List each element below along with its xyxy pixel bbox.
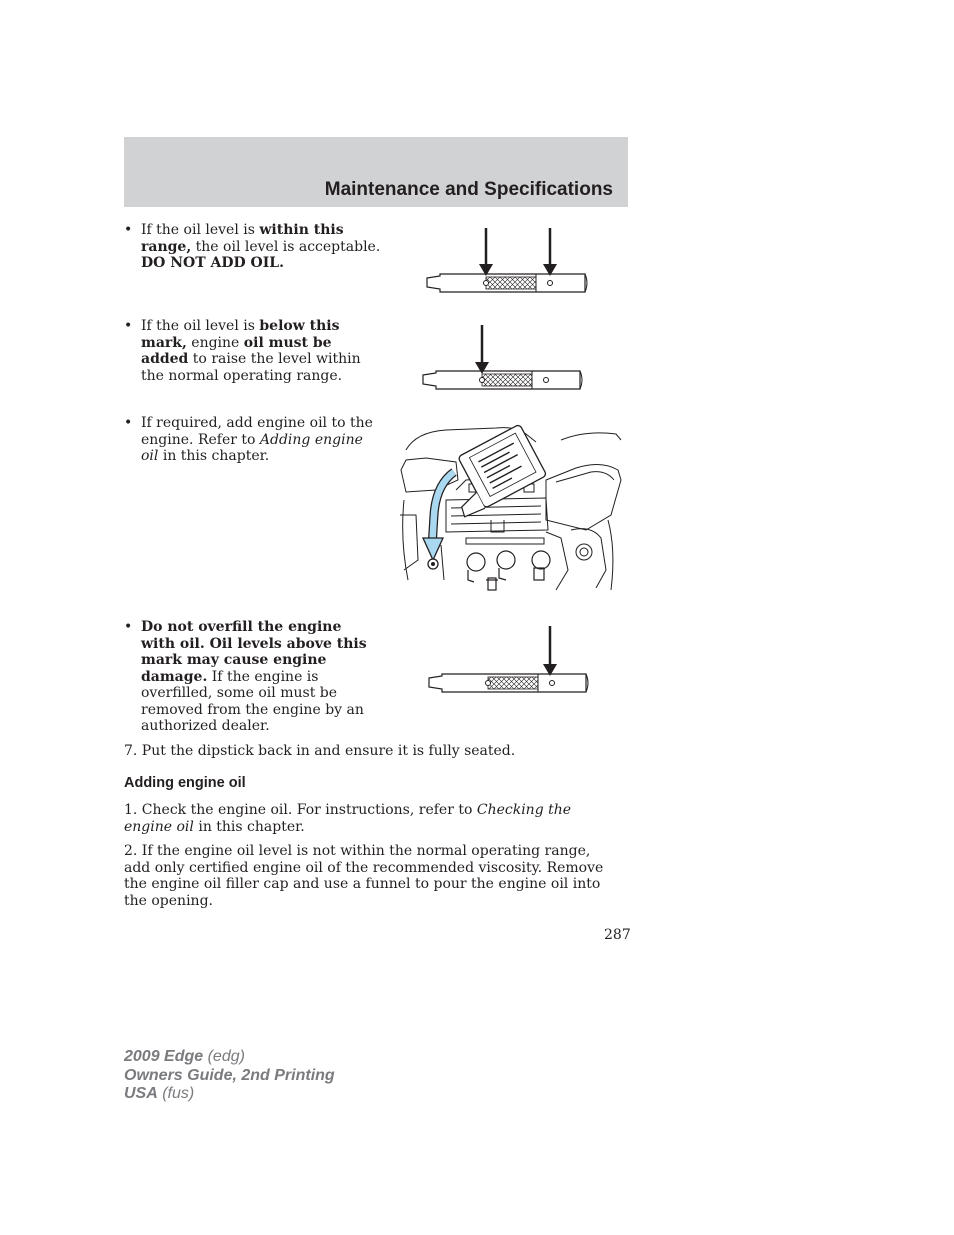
page-title: Maintenance and Specifications [324, 179, 613, 200]
bullet-oil-in-range: • If the oil level is within this range, the oil level is acceptable. DO NOT ADD OIL. [124, 222, 381, 271]
section-step-2: 2. If the engine oil level is not within the normal operating range, add only certified engine oil of the recommended viscosity. Remove the engine oil filler cap and use a funnel to pour the engine oil into the opening. [124, 843, 604, 909]
section-heading: Adding engine oil [124, 775, 246, 791]
bullet-oil-below-mark: • If the oil level is below this mark, engine oil must be added to raise the level within the normal operating range. [124, 318, 361, 384]
dipstick-overfill-figure [424, 624, 594, 694]
footer-imprint: 2009 Edge (edg) Owners Guide, 2nd Printing USA (fus) [124, 1048, 335, 1102]
dipstick-below-mark-figure [418, 322, 590, 392]
bullet-do-not-overfill: • Do not overfill the engine with oil. Oil levels above this mark may cause engine damage. If the engine is overfilled, some oil must be removed from the engine by an authorized dealer. [124, 619, 367, 734]
section-step-1: 1. Check the engine oil. For instructions, refer to Checking the engine oil in this chapter. [124, 802, 572, 835]
step-7-text: 7. Put the dipstick back in and ensure it is fully seated. [124, 743, 516, 759]
dipstick-range-figure [420, 222, 595, 298]
engine-oil-fill-illustration [396, 420, 624, 595]
bullet-add-oil: • If required, add engine oil to the engine. Refer to Adding engine oil in this chapter. [124, 415, 373, 464]
header-band [124, 137, 628, 207]
page-number: 287 [604, 927, 631, 943]
